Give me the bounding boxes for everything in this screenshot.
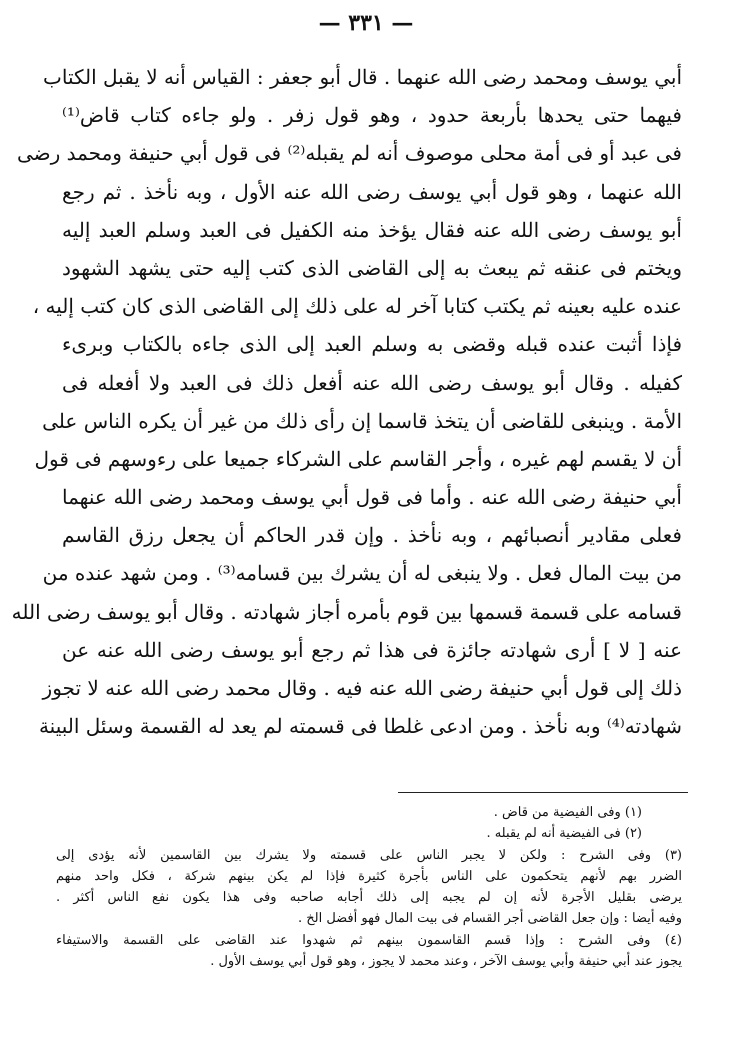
text-line: شهادته⁽⁴⁾ وبه نأخذ . ومن ادعى غلطا فى قسمته لم يعد له القسمة وسئل البينة — [38, 714, 682, 739]
text-line: من بيت المال فعل . ولا ينبغى له أن يشرك بين قسامه⁽³⁾ . ومن شهد عنده من — [42, 561, 682, 586]
text-line: فإذا أثبت عنده قبله وقضى به وسلم العبد إلى الذى جاءه بالكتاب وبرىء — [62, 332, 682, 357]
footnote-line: يجوز عند أبي حنيفة وأبي يوسف الآخر ، وعند محمد لا يجوز ، وهو قول أبي يوسف الأول . — [210, 954, 682, 970]
footnote-line: يرضى بقليل الأجرة لأنه إن لم يجبه إلى ذلك أجابه صاحبه وفى هذا يكون نفع الناس أكثر . — [56, 890, 682, 906]
footnote-line: (٣) وفى الشرح : ولكن لا يجبر الناس على قسمته ولا يشرك بين القاسمين لأنه يؤدى إلى — [56, 847, 682, 863]
text-line: أبو يوسف رضى الله عنه فقال يؤخذ منه الكفيل فى العبد وسلم العبد إليه — [62, 217, 682, 242]
footnotes — [56, 802, 682, 972]
text-line: فعلى مقادير أنصبائهم ، وبه نأخذ . وإن قدر الحاكم أن يجعل رزق القاسم — [62, 523, 682, 548]
footnote-line: (٢) فى الفيضية أنه لم يقبله . — [486, 826, 642, 842]
text-line: أبي يوسف ومحمد رضى الله عنهما . قال أبو جعفر : القياس أنه لا يقبل الكتاب — [43, 65, 682, 89]
footnote-divider — [398, 792, 688, 793]
text-line: أن لا يقسم لهم غيره ، وأجر القاسم على الشركاء جميعا على رءوسهم فى قول — [34, 446, 682, 471]
text-line: الأمة . وينبغى للقاضى أن يتخذ قاسما إن رأى ذلك من غير أن يكره الناس على — [42, 408, 682, 433]
text-line: فى عبد أو فى أمة محلى موصوف أنه لم يقبله⁽²⁾ فى قول أبي حنيفة ومحمد رضى — [16, 141, 682, 166]
footnote-line: (١) وفى الفيضية من قاض . — [493, 805, 642, 820]
footnote-line: الضرر بهم لأنهم يتحكمون على الناس بأجرة كثيرة فإذا لم يكن بينهم شركة ، فكل واحد منهم — [56, 868, 682, 884]
main-text — [11, 58, 682, 745]
footnote-line: وفيه أيضا : وإن جعل القاضى أجر القسام فى بيت المال فهو أفضل الخ . — [297, 911, 682, 927]
text-line: فيهما حتى يحدها بأربعة حدود ، وهو قول زفر . ولو جاءه كتاب قاض⁽¹⁾ — [62, 103, 682, 128]
text-line: أبي حنيفة رضى الله عنه . وأما فى قول أبي يوسف ومحمد رضى الله عنهما — [62, 485, 682, 510]
text-line: ذلك إلى قول أبي حنيفة رضى الله عنه فيه . وقال محمد رضى الله عنه لا تجوز — [42, 676, 682, 700]
text-line: عنه [ لا ] أرى شهادته جائزة فى هذا ثم رجع أبو يوسف رضى الله عنه عن — [62, 637, 682, 662]
text-line: الله عنهما ، وهو قول أبي يوسف رضى الله عنه الأول ، وبه نأخذ . ثم رجع — [62, 179, 682, 204]
text-line: عنده عليه بعينه ثم يكتب كتابا آخر له على ذلك إلى القاضى الذى كان كتب إليه ، — [32, 294, 682, 319]
page-number: — ٣٣١ — — [318, 10, 414, 36]
text-line: كفيله . وقال أبو يوسف رضى الله عنه أفعل ذلك فى العبد ولا أفعله فى — [62, 370, 682, 395]
footnote-line: (٤) وفى الشرح : وإذا قسم القاسمون بينهم ثم شهدوا عند القاضى على القسمة والاستيفاء — [56, 932, 682, 948]
text-line: قسامه على قسمة قسمها بين قوم بأمره أجاز شهادته . وقال أبو يوسف رضى الله — [11, 599, 682, 624]
text-line: ويختم فى عنقه ثم يبعث به إلى القاضى الذى كتب إليه حتى يشهد الشهود — [62, 255, 682, 280]
